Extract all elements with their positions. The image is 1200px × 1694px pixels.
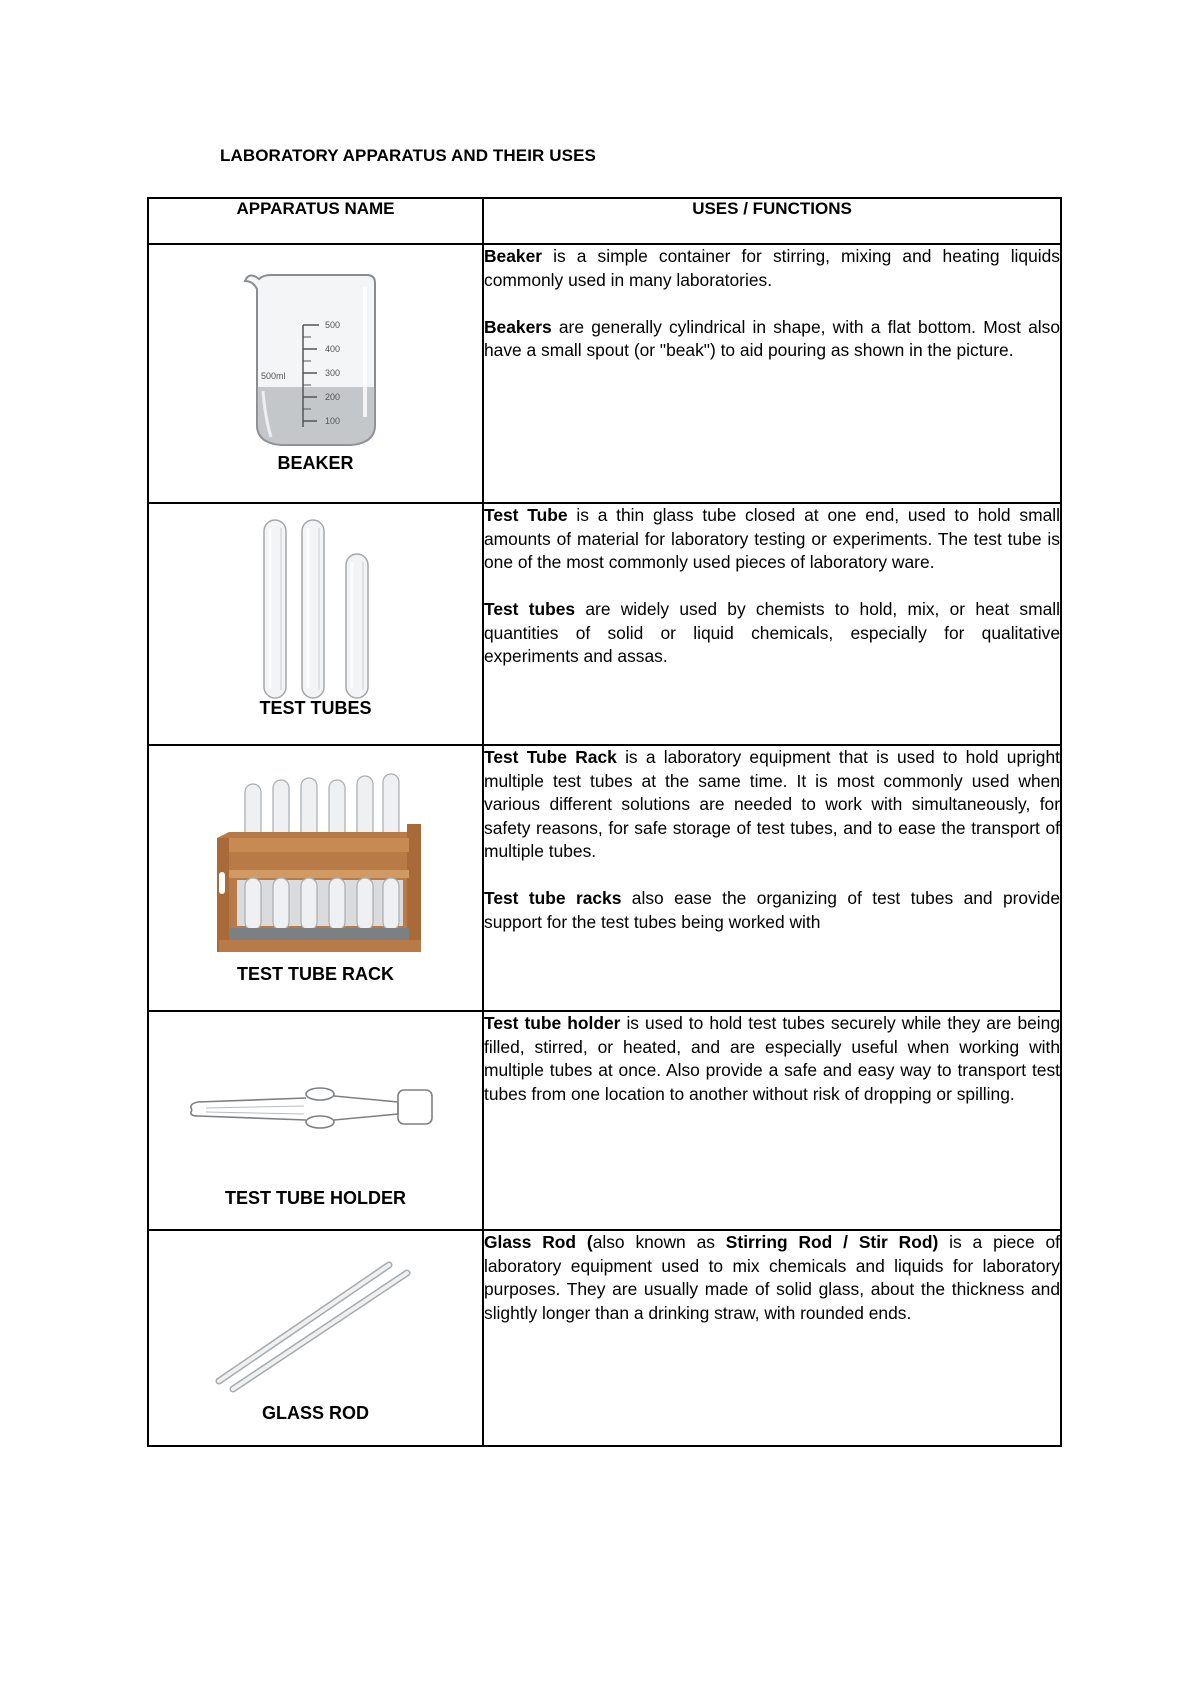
apparatus-label: TEST TUBE RACK xyxy=(237,964,394,984)
term-bold: Test tube holder xyxy=(484,1013,621,1033)
term-bold: Beaker xyxy=(484,246,543,266)
description-text: are generally cylindrical in shape, with a flat bottom. Most also have a small spout (or "beak") to aid pouring as shown in the picture. xyxy=(484,316,1060,360)
description-text: also known as xyxy=(592,1232,726,1252)
apparatus-cell-glass-rod xyxy=(148,1230,483,1446)
description-paragraph xyxy=(484,504,1060,575)
header-apparatus-name: APPARATUS NAME xyxy=(148,198,483,244)
apparatus-table xyxy=(147,197,1062,1447)
term-bold: Test tube racks xyxy=(484,888,622,908)
glass-rod-icon xyxy=(149,1253,482,1393)
description-cell xyxy=(483,244,1061,503)
header-uses-functions: USES / FUNCTIONS xyxy=(483,198,1061,244)
description-text: is a simple container for stirring, mixing and heating liquids commonly used in many laboratories. xyxy=(484,246,1060,290)
description-cell xyxy=(483,1230,1061,1446)
description-text: is a piece of laboratory equipment used to mix chemicals and liquids for laboratory purposes. They are usually made of solid glass, about the thickness and slightly longer than a drinking straw, with rounded ends. xyxy=(484,1232,1061,1323)
description-paragraph xyxy=(484,746,1060,864)
description-cell xyxy=(483,745,1061,1011)
description-paragraph xyxy=(484,1231,1060,1325)
apparatus-cell-test-tube-rack xyxy=(148,745,483,1011)
beaker-volume-label: 500ml xyxy=(260,371,286,381)
apparatus-cell-test-tubes xyxy=(148,503,483,745)
apparatus-cell-test-tube-holder xyxy=(148,1011,483,1230)
apparatus-cell-beaker xyxy=(148,244,483,503)
description-cell xyxy=(483,1011,1061,1230)
apparatus-label: BEAKER xyxy=(277,453,354,473)
table-row xyxy=(148,745,1061,1011)
description-text: also ease the organizing of test tubes and provide support for the test tubes being worked with xyxy=(484,888,1061,932)
beaker-mark-label: 300 xyxy=(324,368,340,378)
test-tubes-icon xyxy=(149,518,482,704)
description-paragraph xyxy=(484,598,1060,669)
term-bold: Beakers xyxy=(484,316,552,337)
description-paragraph xyxy=(484,1012,1060,1106)
table-row xyxy=(148,503,1061,745)
table-row xyxy=(148,244,1061,503)
description-paragraph xyxy=(484,316,1060,363)
term-bold: Stirring Rod / Stir Rod) xyxy=(725,1232,939,1252)
table-header-row xyxy=(148,198,1061,244)
beaker-mark-label: 500 xyxy=(324,320,340,330)
description-text: are widely used by chemists to hold, mix, or heat small quantities of solid or liquid chemicals, especially for qualitative experiments and assas. xyxy=(484,599,1061,666)
test-tube-holder-icon xyxy=(149,1080,482,1134)
beaker-mark-label: 100 xyxy=(324,416,340,426)
table-row xyxy=(148,1230,1061,1446)
test-tube-rack-icon xyxy=(149,772,482,952)
description-text: is used to hold test tubes securely while they are being filled, stirred, or heated, and are especially useful when working with multiple tubes at once. Also provide a safe and easy way to transport test tubes from one location to another without risk of dropping or spilling. xyxy=(484,1013,1060,1104)
description-paragraph xyxy=(484,887,1060,934)
description-text: is a thin glass tube closed at one end, used to hold small amounts of material for laboratory testing or experiments. The test tube is one of the most commonly used pieces of laboratory ware. xyxy=(484,505,1060,572)
apparatus-label: TEST TUBE HOLDER xyxy=(224,1188,406,1208)
beaker-mark-label: 400 xyxy=(324,344,340,354)
term-bold: Test Tube xyxy=(484,505,568,525)
term-bold: Test tubes xyxy=(484,599,576,619)
beaker-mark-label: 200 xyxy=(324,392,340,402)
description-text: is a laboratory equipment that is used to hold upright multiple test tubes at the same time. It is most commonly used when various different solutions are needed to work with simultaneously, for safety reasons, for safe storage of test tubes, and to ease the transport of multiple tubes. xyxy=(484,747,1060,861)
description-paragraph xyxy=(484,245,1060,292)
beaker-icon xyxy=(149,267,482,449)
document-title: LABORATORY APPARATUS AND THEIR USES xyxy=(220,146,596,165)
table-row xyxy=(148,1011,1061,1230)
apparatus-label: GLASS ROD xyxy=(261,1403,369,1423)
apparatus-label: TEST TUBES xyxy=(259,698,372,718)
description-cell xyxy=(483,503,1061,745)
term-bold: Glass Rod ( xyxy=(484,1232,593,1252)
term-bold: Test Tube Rack xyxy=(484,747,617,767)
